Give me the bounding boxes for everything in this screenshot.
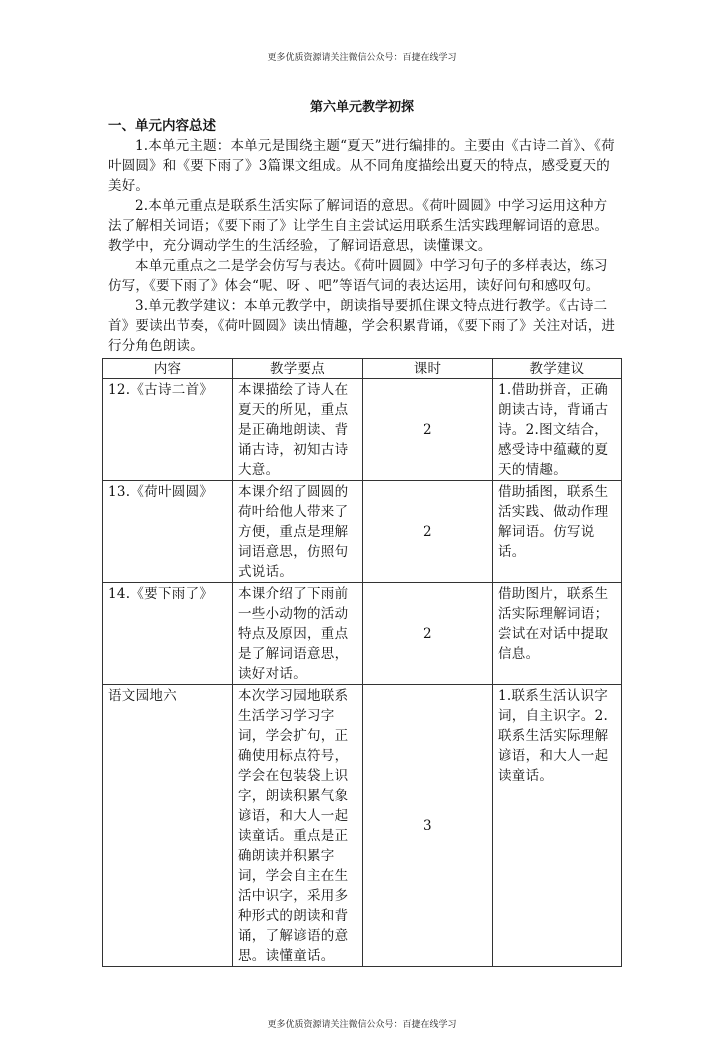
column-header: 教学要点 [233, 359, 363, 379]
table-row [103, 583, 622, 685]
page-header-note: 更多优质资源请关注微信公众号：百捷在线学习 [267, 53, 457, 63]
cell-hours: 2 [363, 481, 493, 583]
cell-hours: 2 [363, 583, 493, 685]
column-header: 内容 [103, 359, 233, 379]
cell-hours: 2 [363, 379, 493, 481]
cell-content: 13.《荷叶圆圆》 [103, 481, 233, 583]
column-header: 课时 [363, 359, 493, 379]
page-footer-note: 更多优质资源请关注微信公众号：百捷在线学习 [267, 1020, 457, 1030]
cell-content: 语文园地六 [103, 685, 233, 967]
table-row [103, 685, 622, 967]
lesson-plan-table [102, 358, 622, 967]
paragraph: 本单元重点之二是学会仿写与表达。《荷叶圆圆》中学习句子的多样表达，练习仿写，《要下雨了》体会“呢、呀 、吧”等语气词的表达运用，读好问句和感叹句。 [108, 258, 608, 294]
paragraph: 2.本单元重点是联系生活实际了解词语的意思。《荷叶圆圆》中学习运用这种方法了解相关词语；《要下雨了》让学生自主尝试运用联系生活实践理解词语的意思。教学中，充分调动学生的生活经验，了解词语意思，读懂课文。 [108, 198, 609, 254]
cell-points: 本课描绘了诗人在夏天的所见，重点是正确地朗读、背诵古诗，初知古诗大意。 [233, 379, 363, 481]
cell-hours: 3 [363, 685, 493, 967]
cell-advice: 借助图片，联系生活实际理解词语；尝试在对话中提取信息。 [493, 583, 622, 685]
document-title: 第六单元教学初探 [309, 100, 414, 115]
table-header-row [103, 359, 622, 379]
table-row [103, 379, 622, 481]
cell-advice: 借助插图，联系生活实践、做动作理解词语。仿写说话。 [493, 481, 622, 583]
paragraph: 3.单元教学建议：本单元教学中，朗读指导要抓住课文特点进行教学。《古诗二首》要读出节奏，《荷叶圆圆》读出情趣，学会积累背诵，《要下雨了》关注对话，进行分角色朗读。 [108, 298, 616, 354]
cell-points: 本课介绍了圆圆的荷叶给他人带来了方便，重点是理解词语意思，仿照句式说话。 [233, 481, 363, 583]
cell-content: 14.《要下雨了》 [103, 583, 233, 685]
cell-points: 本次学习园地联系生活学习学习字词，学会扩句，正确使用标点符号，学会在包装袋上识字，朗读积累气象谚语，和大人一起读童话。重点是正确朗读并积累字词，学会自主在生活中识字，采用多种形式的朗读和背诵，了解谚语的意思。读懂童话。 [233, 685, 363, 967]
paragraph: 1.本单元主题：本单元是围绕主题“夏天”进行编排的。主要由《古诗二首》、《荷叶圆圆》和《要下雨了》3篇课文组成。从不同角度描绘出夏天的特点，感受夏天的美好。 [108, 138, 615, 194]
cell-advice: 1.借助拼音，正确朗读古诗，背诵古诗。2.图文结合，感受诗中蕴藏的夏天的情趣。 [493, 379, 622, 481]
cell-points: 本课介绍了下雨前一些小动物的活动特点及原因，重点是了解词语意思，读好对话。 [233, 583, 363, 685]
body-text [108, 136, 618, 356]
section-heading: 一、单元内容总述 [108, 118, 216, 134]
cell-content: 12.《古诗二首》 [103, 379, 233, 481]
cell-advice: 1.联系生活认识字词，自主识字。2.联系生活实际理解谚语，和大人一起读童话。 [493, 685, 622, 967]
column-header: 教学建议 [493, 359, 622, 379]
table-row [103, 481, 622, 583]
